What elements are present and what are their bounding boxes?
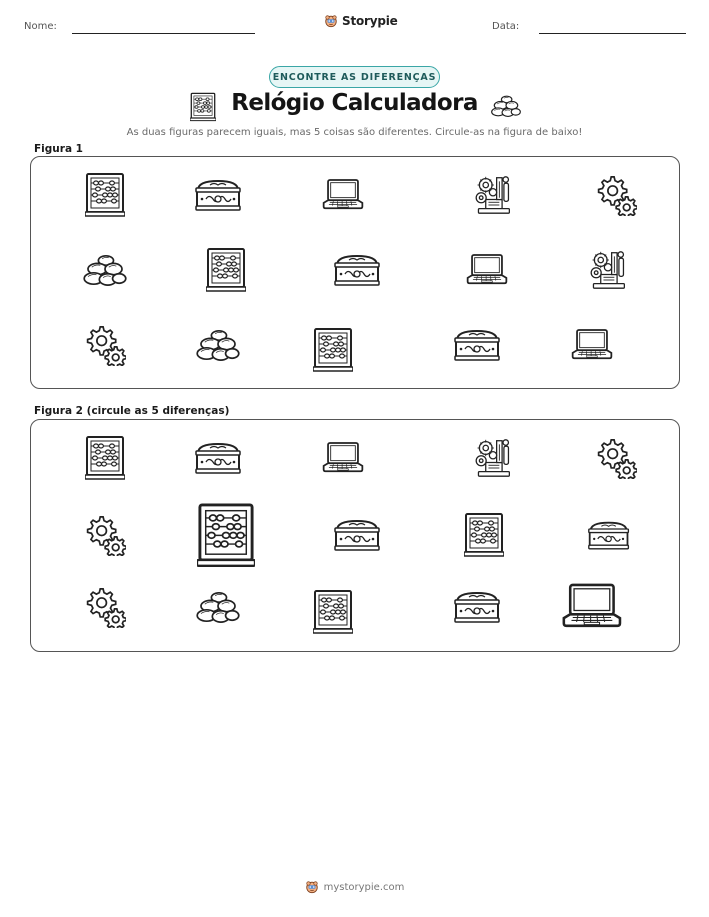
treasure-chest-icon: [333, 253, 381, 287]
brand-name: Storypie: [342, 14, 398, 28]
footer: [0, 880, 709, 894]
stones-icon[interactable]: [196, 590, 240, 624]
steampunk-machine-icon[interactable]: [473, 436, 513, 480]
figure-2-label: Figura 2 (circule as 5 diferenças): [34, 405, 230, 417]
treasure-chest-icon[interactable]: [333, 518, 381, 552]
treasure-chest-icon[interactable]: [587, 520, 630, 551]
gears-icon[interactable]: [84, 586, 126, 628]
abacus-icon[interactable]: [313, 589, 353, 635]
name-field-line[interactable]: [72, 33, 255, 34]
storypie-mascot-icon: [305, 880, 319, 894]
footer-site: mystorypie.com: [323, 881, 405, 893]
steampunk-machine-icon: [588, 248, 628, 292]
abacus-icon: [313, 327, 353, 373]
abacus-icon[interactable]: [464, 512, 504, 558]
date-field-line[interactable]: [539, 33, 686, 34]
stones-icon: [491, 94, 521, 118]
stones-icon: [196, 328, 240, 362]
laptop-icon: [570, 328, 614, 362]
abacus-icon[interactable]: [197, 502, 255, 569]
gears-icon[interactable]: [595, 437, 637, 479]
treasure-chest-icon[interactable]: [453, 590, 501, 624]
steampunk-machine-icon: [473, 173, 513, 217]
laptop-icon: [465, 253, 509, 287]
abacus-icon: [206, 247, 246, 293]
activity-badge: ENCONTRE AS DIFERENÇAS: [269, 66, 440, 88]
treasure-chest-icon: [453, 328, 501, 362]
name-label: Nome:: [24, 21, 57, 32]
date-label: Data:: [492, 21, 520, 32]
stones-icon: [83, 253, 127, 287]
gears-icon: [595, 174, 637, 216]
instructions: As duas figuras parecem iguais, mas 5 coisas são diferentes. Circule-as na figura de baixo!: [126, 127, 583, 138]
abacus-icon[interactable]: [85, 435, 125, 481]
storypie-mascot-icon: [324, 14, 338, 28]
laptop-icon: [321, 178, 365, 212]
brand-logo: [324, 14, 398, 28]
laptop-icon[interactable]: [321, 441, 365, 475]
treasure-chest-icon: [194, 178, 242, 212]
page-title: Relógio Calculadora: [231, 90, 478, 116]
abacus-icon: [85, 172, 125, 218]
gears-icon: [84, 324, 126, 366]
treasure-chest-icon[interactable]: [194, 441, 242, 475]
laptop-icon[interactable]: [560, 582, 624, 631]
gears-icon[interactable]: [84, 514, 126, 556]
figure-1-label: Figura 1: [34, 143, 83, 155]
